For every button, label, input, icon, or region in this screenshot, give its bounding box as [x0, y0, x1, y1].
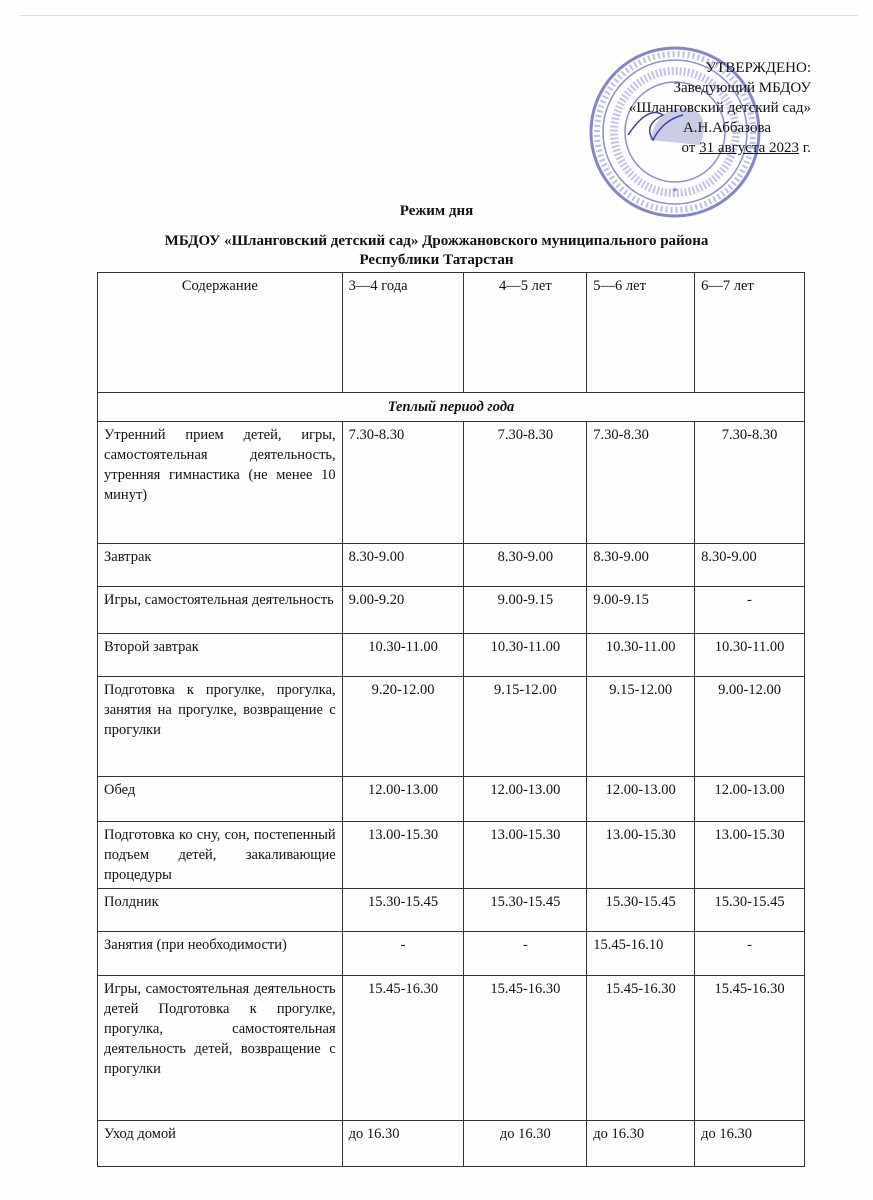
schedule-table [97, 272, 805, 1167]
time-cell: 10.30-11.00 [587, 634, 695, 677]
time-cell: - [464, 932, 587, 976]
time-cell: 15.45-16.30 [587, 976, 695, 1121]
time-cell: 12.00-13.00 [464, 777, 587, 822]
time-cell: 9.15-12.00 [464, 677, 587, 777]
time-cell: 9.00-9.15 [587, 587, 695, 634]
time-cell: 15.30-15.45 [464, 889, 587, 932]
scan-edge-line [20, 15, 858, 16]
header-cell: 3—4 года [342, 273, 464, 393]
time-cell: 12.00-13.00 [587, 777, 695, 822]
approval-date [629, 138, 811, 158]
time-cell: - [695, 587, 805, 634]
approval-signatory: А.Н.Аббазова [682, 120, 771, 136]
time-cell: 10.30-11.00 [342, 634, 464, 677]
time-cell: до 16.30 [342, 1121, 464, 1167]
table-row [98, 777, 805, 822]
table-row [98, 634, 805, 677]
approval-block [629, 58, 811, 158]
table-row [98, 587, 805, 634]
time-cell: 9.00-12.00 [695, 677, 805, 777]
header-cell: 4—5 лет [464, 273, 587, 393]
activity-cell: Полдник [98, 889, 343, 932]
activity-cell: Завтрак [98, 544, 343, 587]
document-subtitle: МБДОУ «Шланговский детский сад» Дрожжановского муниципального района [164, 233, 709, 249]
table-row [98, 932, 805, 976]
table-row [98, 822, 805, 889]
time-cell: 9.20-12.00 [342, 677, 464, 777]
time-cell: 7.30-8.30 [587, 422, 695, 544]
time-cell: 9.15-12.00 [587, 677, 695, 777]
time-cell: 7.30-8.30 [695, 422, 805, 544]
time-cell: - [695, 932, 805, 976]
activity-cell: Подготовка ко сну, сон, постепенный подъем детей, закаливающие процедуры [98, 822, 343, 889]
document-subtitle-2: Республики Татарстан [359, 252, 514, 268]
date-day: 31 [699, 140, 715, 156]
table-row [98, 544, 805, 587]
time-cell: 10.30-11.00 [464, 634, 587, 677]
table-row [98, 1121, 805, 1167]
activity-cell: Уход домой [98, 1121, 343, 1167]
approval-heading: УТВЕРЖДЕНО: [705, 60, 811, 76]
time-cell: 7.30-8.30 [464, 422, 587, 544]
svg-text:*: * [672, 184, 678, 198]
time-cell: 9.00-9.15 [464, 587, 587, 634]
time-cell: 13.00-15.30 [587, 822, 695, 889]
date-year: 2023 [769, 140, 800, 156]
activity-cell: Игры, самостоятельная деятельность [98, 587, 343, 634]
approval-position: Заведующий МБДОУ [673, 80, 811, 96]
activity-cell: Утренний прием детей, игры, самостоятельная деятельность, утренняя гимнастика (не менее 10 минут) [98, 422, 343, 544]
period-label: Теплый период года [98, 393, 805, 422]
time-cell: 13.00-15.30 [342, 822, 464, 889]
time-cell: 12.00-13.00 [695, 777, 805, 822]
time-cell: 15.45-16.10 [587, 932, 695, 976]
time-cell: 15.45-16.30 [464, 976, 587, 1121]
time-cell: 15.30-15.45 [342, 889, 464, 932]
table-row [98, 889, 805, 932]
activity-cell: Подготовка к прогулке, прогулка, занятия на прогулке, возвращение с прогулки [98, 677, 343, 777]
activity-cell: Занятия (при необходимости) [98, 932, 343, 976]
approval-organization: «Шланговский детский сад» [628, 100, 811, 116]
time-cell: 8.30-9.00 [695, 544, 805, 587]
time-cell: 8.30-9.00 [464, 544, 587, 587]
time-cell: до 16.30 [464, 1121, 587, 1167]
time-cell: 10.30-11.00 [695, 634, 805, 677]
document-title: Режим дня [399, 203, 474, 219]
header-row [98, 273, 805, 393]
header-cell: 6—7 лет [695, 273, 805, 393]
time-cell: 7.30-8.30 [342, 422, 464, 544]
table-row [98, 976, 805, 1121]
time-cell: 15.30-15.45 [587, 889, 695, 932]
activity-cell: Второй завтрак [98, 634, 343, 677]
date-month: августа [714, 140, 770, 156]
activity-cell: Игры, самостоятельная деятельность детей Подготовка к прогулке, прогулка, самостоятельная деятельность детей, возвращение с прогулки [98, 976, 343, 1121]
time-cell: 9.00-9.20 [342, 587, 464, 634]
time-cell: до 16.30 [587, 1121, 695, 1167]
table-row [98, 422, 805, 544]
time-cell: 15.30-15.45 [695, 889, 805, 932]
time-cell: 15.45-16.30 [695, 976, 805, 1121]
time-cell: 8.30-9.00 [587, 544, 695, 587]
time-cell: до 16.30 [695, 1121, 805, 1167]
time-cell: 13.00-15.30 [464, 822, 587, 889]
time-cell: 15.45-16.30 [342, 976, 464, 1121]
header-cell: Содержание [98, 273, 343, 393]
time-cell: - [342, 932, 464, 976]
period-row [98, 393, 805, 422]
table-row [98, 677, 805, 777]
activity-cell: Обед [98, 777, 343, 822]
date-prefix: от [681, 140, 700, 156]
header-cell: 5—6 лет [587, 273, 695, 393]
time-cell: 13.00-15.30 [695, 822, 805, 889]
time-cell: 8.30-9.00 [342, 544, 464, 587]
date-suffix: г. [799, 140, 811, 156]
time-cell: 12.00-13.00 [342, 777, 464, 822]
